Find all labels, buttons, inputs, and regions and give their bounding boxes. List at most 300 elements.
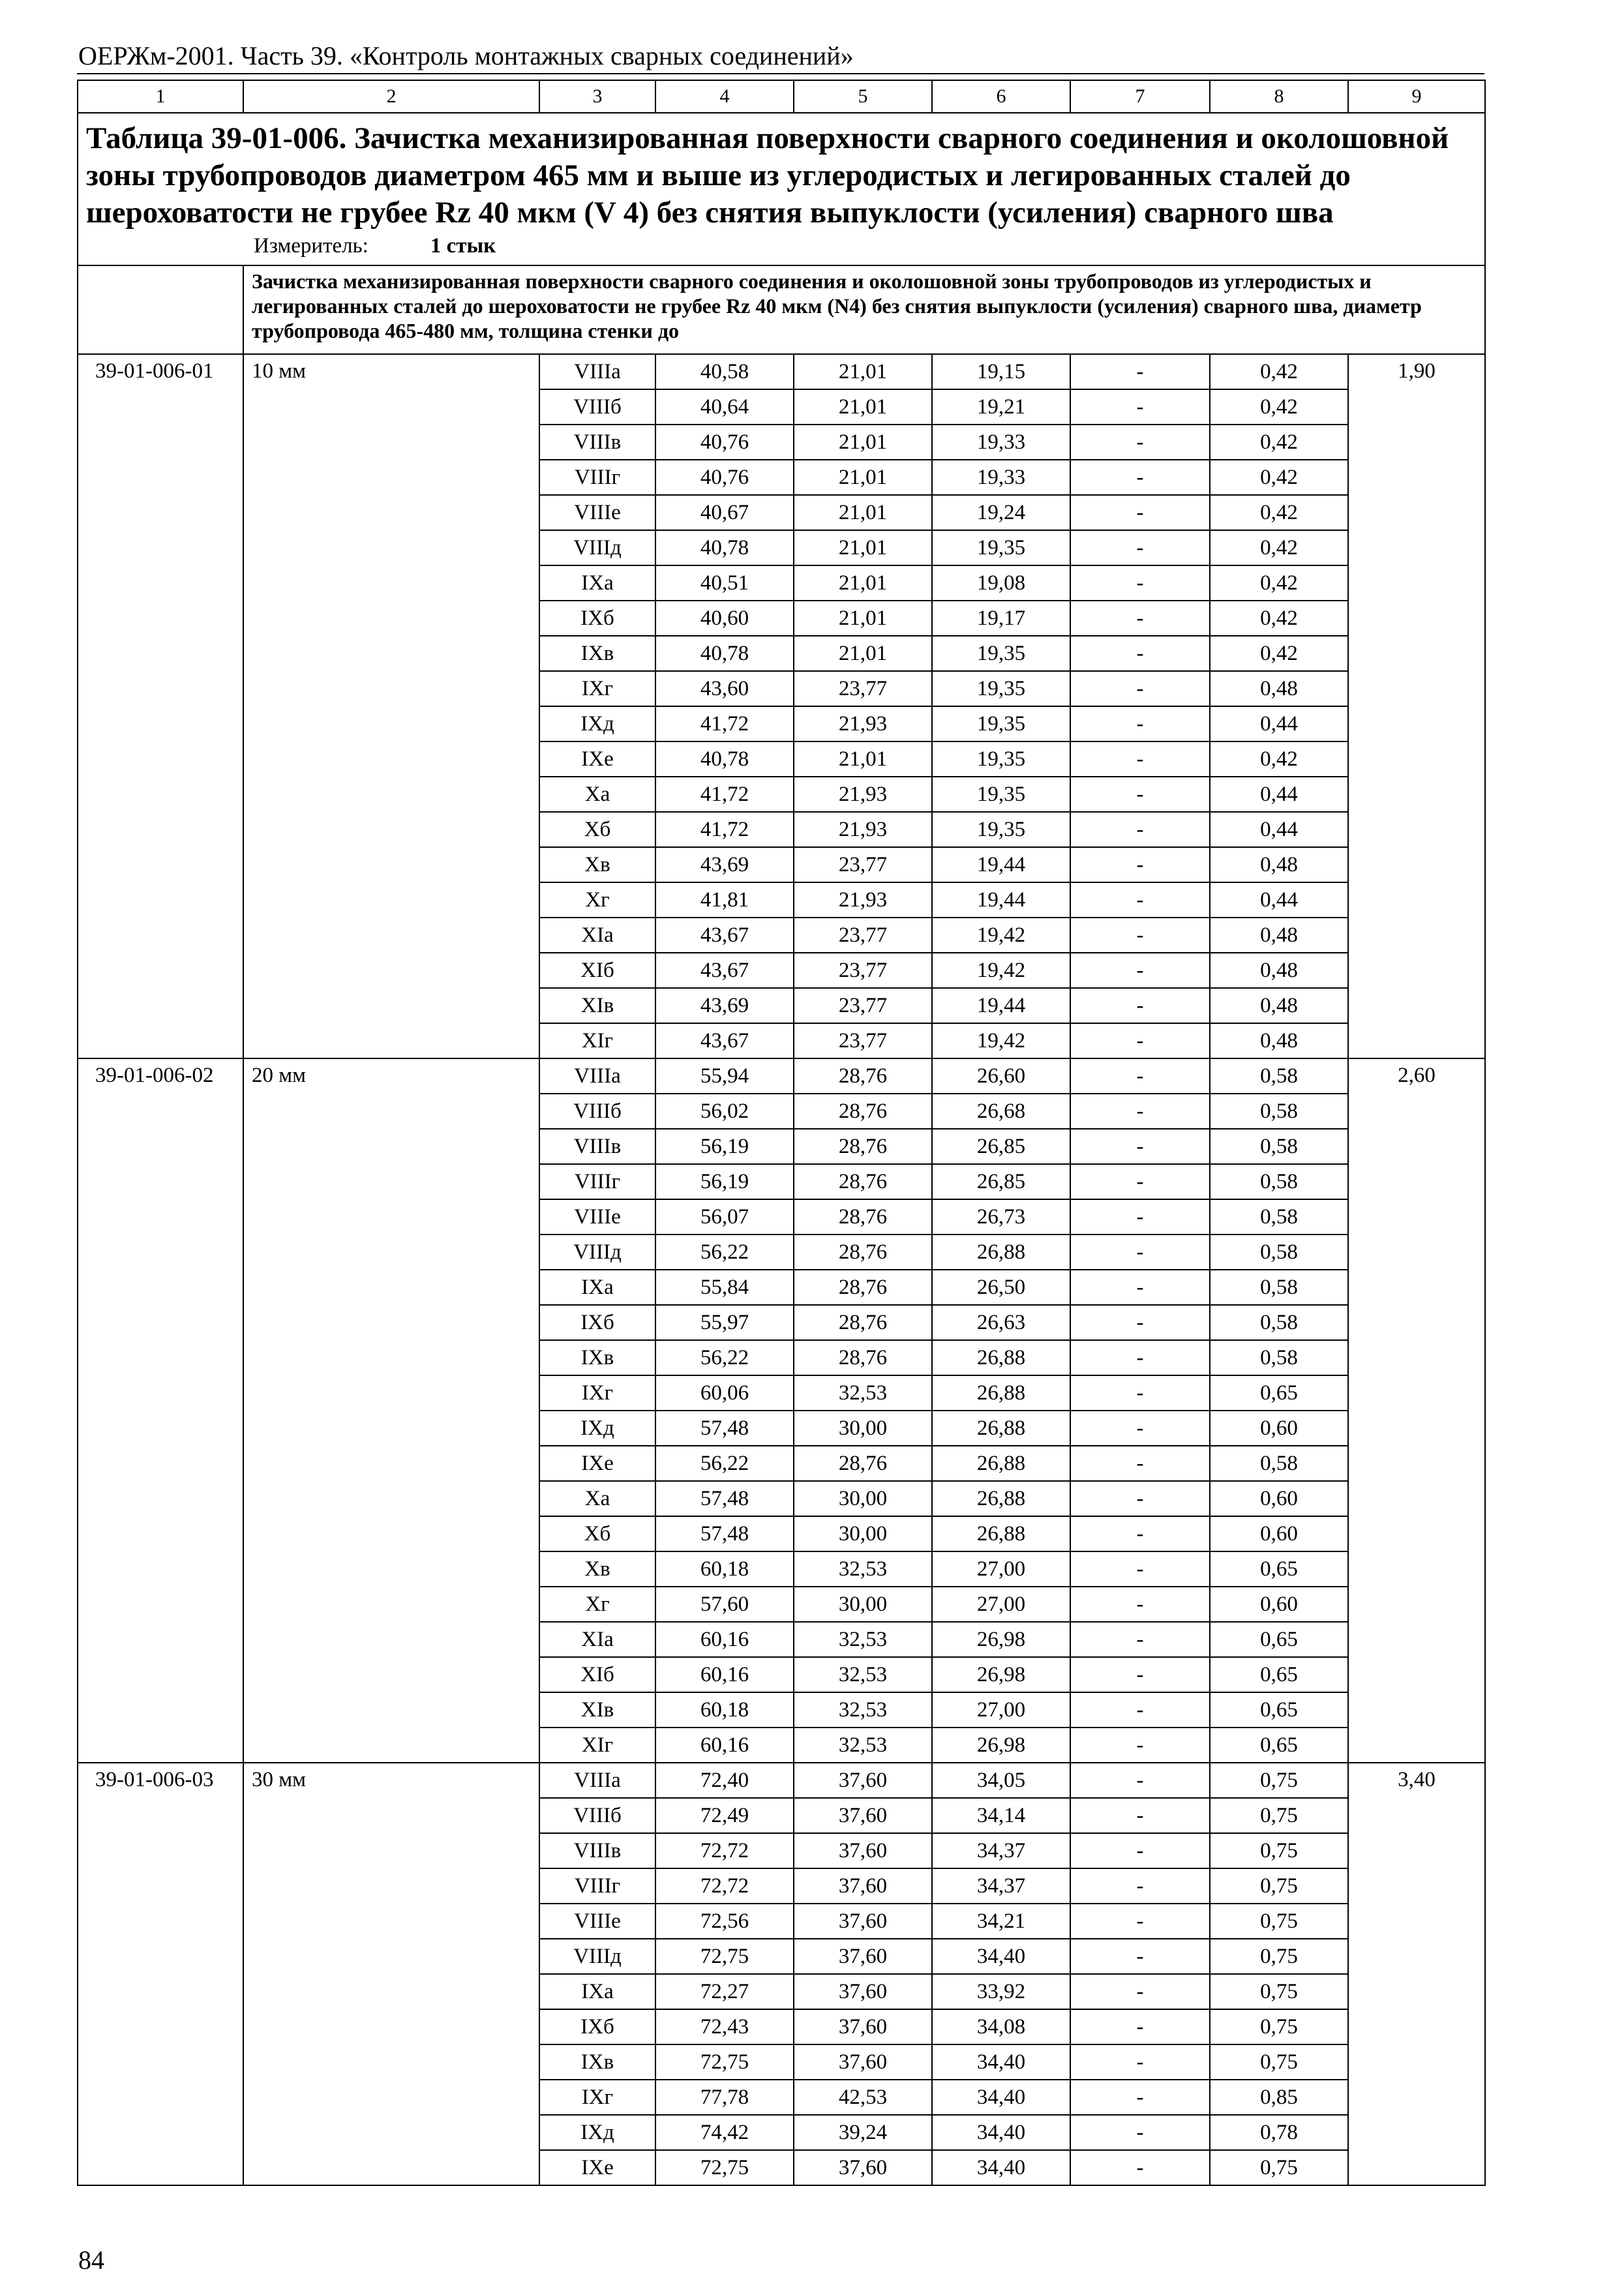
labor-hours-cell: 0,42 bbox=[1210, 354, 1348, 389]
labor-hours-cell: 0,60 bbox=[1210, 1411, 1348, 1446]
labor-hours-cell: 0,58 bbox=[1210, 1234, 1348, 1270]
total-cost-cell: 72,40 bbox=[655, 1763, 794, 1798]
material-cost-cell: - bbox=[1070, 1728, 1210, 1763]
page-number: 84 bbox=[78, 2245, 104, 2275]
total-cost-cell: 57,60 bbox=[655, 1587, 794, 1622]
column-number: 8 bbox=[1210, 80, 1348, 113]
total-cost-cell: 43,69 bbox=[655, 988, 794, 1023]
wages-cell: 21,93 bbox=[794, 882, 932, 918]
machine-cost-cell: 26,88 bbox=[932, 1340, 1070, 1375]
total-cost-cell: 55,94 bbox=[655, 1058, 794, 1094]
category-cell: IXа bbox=[539, 1270, 655, 1305]
wages-cell: 23,77 bbox=[794, 988, 932, 1023]
material-cost-cell: - bbox=[1070, 601, 1210, 636]
material-cost-cell: - bbox=[1070, 918, 1210, 953]
material-cost-cell: - bbox=[1070, 1164, 1210, 1199]
total-cost-cell: 40,58 bbox=[655, 354, 794, 389]
category-cell: IXе bbox=[539, 2150, 655, 2185]
total-cost-cell: 57,48 bbox=[655, 1516, 794, 1551]
category-cell: VIIIг bbox=[539, 1868, 655, 1904]
total-cost-cell: 43,67 bbox=[655, 1023, 794, 1058]
total-cost-cell: 40,51 bbox=[655, 565, 794, 601]
total-cost-cell: 72,49 bbox=[655, 1798, 794, 1833]
total-cost-cell: 43,67 bbox=[655, 953, 794, 988]
machine-cost-cell: 34,08 bbox=[932, 2009, 1070, 2044]
total-cost-cell: 72,75 bbox=[655, 2150, 794, 2185]
labor-hours-cell: 0,42 bbox=[1210, 530, 1348, 565]
labor-hours-cell: 0,65 bbox=[1210, 1622, 1348, 1657]
material-cost-cell: - bbox=[1070, 1199, 1210, 1234]
material-cost-cell: - bbox=[1070, 425, 1210, 460]
machine-cost-cell: 19,08 bbox=[932, 565, 1070, 601]
total-cost-cell: 56,02 bbox=[655, 1094, 794, 1129]
material-cost-cell: - bbox=[1070, 1622, 1210, 1657]
material-cost-cell: - bbox=[1070, 812, 1210, 847]
wages-cell: 37,60 bbox=[794, 1763, 932, 1798]
labor-hours-cell: 0,42 bbox=[1210, 425, 1348, 460]
machine-cost-cell: 34,14 bbox=[932, 1798, 1070, 1833]
material-cost-cell: - bbox=[1070, 1058, 1210, 1094]
machine-cost-cell: 26,98 bbox=[932, 1622, 1070, 1657]
wages-cell: 42,53 bbox=[794, 2080, 932, 2115]
wages-cell: 21,01 bbox=[794, 354, 932, 389]
labor-hours-cell: 0,60 bbox=[1210, 1481, 1348, 1516]
machine-cost-cell: 34,40 bbox=[932, 2080, 1070, 2115]
column-number-row bbox=[78, 80, 1485, 113]
category-cell: VIIIа bbox=[539, 1763, 655, 1798]
total-cost-cell: 40,76 bbox=[655, 425, 794, 460]
machine-cost-cell: 19,44 bbox=[932, 988, 1070, 1023]
wages-cell: 32,53 bbox=[794, 1375, 932, 1411]
total-cost-cell: 41,72 bbox=[655, 706, 794, 741]
machine-cost-cell: 26,88 bbox=[932, 1446, 1070, 1481]
material-cost-cell: - bbox=[1070, 1129, 1210, 1164]
total-cost-cell: 40,78 bbox=[655, 741, 794, 777]
total-cost-cell: 40,78 bbox=[655, 530, 794, 565]
machine-cost-cell: 26,63 bbox=[932, 1305, 1070, 1340]
category-cell: VIIIе bbox=[539, 495, 655, 530]
wages-cell: 21,93 bbox=[794, 777, 932, 812]
wages-cell: 28,76 bbox=[794, 1234, 932, 1270]
total-cost-cell: 41,72 bbox=[655, 777, 794, 812]
total-cost-cell: 60,18 bbox=[655, 1551, 794, 1587]
wages-cell: 21,01 bbox=[794, 601, 932, 636]
total-cost-cell: 40,64 bbox=[655, 389, 794, 425]
category-cell: XIв bbox=[539, 988, 655, 1023]
material-cost-cell: - bbox=[1070, 2080, 1210, 2115]
material-cost-cell: - bbox=[1070, 495, 1210, 530]
material-cost-cell: - bbox=[1070, 1798, 1210, 1833]
labor-hours-cell: 0,44 bbox=[1210, 812, 1348, 847]
total-cost-cell: 40,60 bbox=[655, 601, 794, 636]
machine-cost-cell: 34,21 bbox=[932, 1904, 1070, 1939]
total-cost-cell: 41,81 bbox=[655, 882, 794, 918]
category-cell: VIIIа bbox=[539, 354, 655, 389]
category-cell: Xб bbox=[539, 1516, 655, 1551]
category-cell: IXв bbox=[539, 1340, 655, 1375]
material-cost-cell: - bbox=[1070, 1833, 1210, 1868]
machine-cost-cell: 19,35 bbox=[932, 812, 1070, 847]
labor-hours-cell: 0,58 bbox=[1210, 1164, 1348, 1199]
total-cost-cell: 43,69 bbox=[655, 847, 794, 882]
material-cost-cell: - bbox=[1070, 1340, 1210, 1375]
machine-cost-cell: 33,92 bbox=[932, 1974, 1070, 2009]
category-cell: IXд bbox=[539, 1411, 655, 1446]
header-rule bbox=[77, 73, 1484, 74]
category-cell: VIIIб bbox=[539, 1094, 655, 1129]
material-cost-cell: - bbox=[1070, 1974, 1210, 2009]
wages-cell: 28,76 bbox=[794, 1094, 932, 1129]
table-row bbox=[78, 1763, 1485, 1798]
category-cell: XIг bbox=[539, 1728, 655, 1763]
total-cost-cell: 40,78 bbox=[655, 636, 794, 671]
wages-cell: 37,60 bbox=[794, 2044, 932, 2080]
wages-cell: 23,77 bbox=[794, 1023, 932, 1058]
wages-cell: 23,77 bbox=[794, 953, 932, 988]
material-cost-cell: - bbox=[1070, 565, 1210, 601]
total-cost-cell: 55,84 bbox=[655, 1270, 794, 1305]
total-cost-cell: 56,19 bbox=[655, 1164, 794, 1199]
category-cell: IXд bbox=[539, 2115, 655, 2150]
column-number: 7 bbox=[1070, 80, 1210, 113]
total-cost-cell: 41,72 bbox=[655, 812, 794, 847]
labor-hours-cell: 0,75 bbox=[1210, 2009, 1348, 2044]
title-row bbox=[78, 113, 1485, 265]
machine-cost-cell: 19,33 bbox=[932, 460, 1070, 495]
wages-cell: 28,76 bbox=[794, 1446, 932, 1481]
column-number: 2 bbox=[243, 80, 539, 113]
machine-cost-cell: 26,85 bbox=[932, 1129, 1070, 1164]
labor-hours-cell: 0,42 bbox=[1210, 741, 1348, 777]
wages-cell: 30,00 bbox=[794, 1411, 932, 1446]
material-cost-cell: - bbox=[1070, 1939, 1210, 1974]
category-cell: IXб bbox=[539, 1305, 655, 1340]
category-cell: VIIIв bbox=[539, 1129, 655, 1164]
column-number: 9 bbox=[1348, 80, 1485, 113]
labor-hours-cell: 0,42 bbox=[1210, 636, 1348, 671]
machine-cost-cell: 34,37 bbox=[932, 1833, 1070, 1868]
wages-cell: 28,76 bbox=[794, 1305, 932, 1340]
total-cost-cell: 57,48 bbox=[655, 1411, 794, 1446]
category-cell: Xа bbox=[539, 1481, 655, 1516]
category-cell: Xг bbox=[539, 1587, 655, 1622]
category-cell: VIIIа bbox=[539, 1058, 655, 1094]
category-cell: VIIIд bbox=[539, 530, 655, 565]
rate-code: 39-01-006-01 bbox=[78, 354, 243, 1058]
machinist-hours: 1,90 bbox=[1348, 354, 1485, 1058]
material-cost-cell: - bbox=[1070, 671, 1210, 706]
machine-cost-cell: 19,24 bbox=[932, 495, 1070, 530]
wages-cell: 21,01 bbox=[794, 530, 932, 565]
machine-cost-cell: 19,35 bbox=[932, 777, 1070, 812]
machine-cost-cell: 26,88 bbox=[932, 1411, 1070, 1446]
labor-hours-cell: 0,75 bbox=[1210, 1939, 1348, 1974]
machine-cost-cell: 27,00 bbox=[932, 1692, 1070, 1728]
machine-cost-cell: 19,35 bbox=[932, 636, 1070, 671]
material-cost-cell: - bbox=[1070, 2044, 1210, 2080]
material-cost-cell: - bbox=[1070, 2150, 1210, 2185]
title-cell bbox=[78, 113, 1485, 265]
wages-cell: 21,01 bbox=[794, 636, 932, 671]
labor-hours-cell: 0,75 bbox=[1210, 1763, 1348, 1798]
labor-hours-cell: 0,42 bbox=[1210, 495, 1348, 530]
category-cell: IXг bbox=[539, 1375, 655, 1411]
category-cell: VIIIб bbox=[539, 1798, 655, 1833]
wages-cell: 23,77 bbox=[794, 671, 932, 706]
material-cost-cell: - bbox=[1070, 1270, 1210, 1305]
material-cost-cell: - bbox=[1070, 953, 1210, 988]
total-cost-cell: 77,78 bbox=[655, 2080, 794, 2115]
wages-cell: 21,01 bbox=[794, 389, 932, 425]
labor-hours-cell: 0,42 bbox=[1210, 389, 1348, 425]
total-cost-cell: 40,67 bbox=[655, 495, 794, 530]
machine-cost-cell: 19,42 bbox=[932, 1023, 1070, 1058]
material-cost-cell: - bbox=[1070, 1305, 1210, 1340]
category-cell: VIIIе bbox=[539, 1199, 655, 1234]
category-cell: IXб bbox=[539, 2009, 655, 2044]
labor-hours-cell: 0,58 bbox=[1210, 1340, 1348, 1375]
material-cost-cell: - bbox=[1070, 1587, 1210, 1622]
total-cost-cell: 56,19 bbox=[655, 1129, 794, 1164]
material-cost-cell: - bbox=[1070, 706, 1210, 741]
material-cost-cell: - bbox=[1070, 1023, 1210, 1058]
labor-hours-cell: 0,48 bbox=[1210, 918, 1348, 953]
material-cost-cell: - bbox=[1070, 460, 1210, 495]
labor-hours-cell: 0,42 bbox=[1210, 601, 1348, 636]
material-cost-cell: - bbox=[1070, 1094, 1210, 1129]
measure-value: 1 стык bbox=[430, 234, 496, 258]
total-cost-cell: 57,48 bbox=[655, 1481, 794, 1516]
column-number: 6 bbox=[932, 80, 1070, 113]
measure-label: Измеритель: bbox=[254, 234, 368, 258]
category-cell: IXв bbox=[539, 636, 655, 671]
running-header: ОЕРЖм-2001. Часть 39. «Контроль монтажных сварных соединений» bbox=[78, 41, 854, 70]
category-cell: IXв bbox=[539, 2044, 655, 2080]
labor-hours-cell: 0,58 bbox=[1210, 1305, 1348, 1340]
material-cost-cell: - bbox=[1070, 1551, 1210, 1587]
labor-hours-cell: 0,65 bbox=[1210, 1657, 1348, 1692]
machine-cost-cell: 19,17 bbox=[932, 601, 1070, 636]
total-cost-cell: 72,56 bbox=[655, 1904, 794, 1939]
labor-hours-cell: 0,58 bbox=[1210, 1270, 1348, 1305]
wages-cell: 37,60 bbox=[794, 1904, 932, 1939]
wages-cell: 28,76 bbox=[794, 1129, 932, 1164]
wages-cell: 37,60 bbox=[794, 1868, 932, 1904]
material-cost-cell: - bbox=[1070, 847, 1210, 882]
machine-cost-cell: 26,88 bbox=[932, 1375, 1070, 1411]
material-cost-cell: - bbox=[1070, 777, 1210, 812]
machine-cost-cell: 26,98 bbox=[932, 1657, 1070, 1692]
wages-cell: 37,60 bbox=[794, 1974, 932, 2009]
wages-cell: 32,53 bbox=[794, 1551, 932, 1587]
material-cost-cell: - bbox=[1070, 2115, 1210, 2150]
labor-hours-cell: 0,44 bbox=[1210, 777, 1348, 812]
category-cell: VIIIв bbox=[539, 1833, 655, 1868]
category-cell: IXе bbox=[539, 1446, 655, 1481]
section-description: Зачистка механизированная поверхности сварного соединения и околошовной зоны трубопроводов из углеродистых и легированных сталей до шероховатости не грубее Rz 40 мкм (N4) без снятия выпуклости (усиления) сварного шва, диаметр трубопровода 465-480 мм, толщина стенки до bbox=[243, 265, 1485, 354]
section-desc-row bbox=[78, 265, 1485, 354]
category-cell: Xв bbox=[539, 1551, 655, 1587]
category-cell: VIIIе bbox=[539, 1904, 655, 1939]
labor-hours-cell: 0,58 bbox=[1210, 1446, 1348, 1481]
material-cost-cell: - bbox=[1070, 1763, 1210, 1798]
total-cost-cell: 60,06 bbox=[655, 1375, 794, 1411]
machine-cost-cell: 19,44 bbox=[932, 847, 1070, 882]
labor-hours-cell: 0,48 bbox=[1210, 1023, 1348, 1058]
wages-cell: 28,76 bbox=[794, 1058, 932, 1094]
material-cost-cell: - bbox=[1070, 1868, 1210, 1904]
material-cost-cell: - bbox=[1070, 1481, 1210, 1516]
total-cost-cell: 74,42 bbox=[655, 2115, 794, 2150]
category-cell: Xв bbox=[539, 847, 655, 882]
category-cell: IXг bbox=[539, 671, 655, 706]
labor-hours-cell: 0,65 bbox=[1210, 1375, 1348, 1411]
wages-cell: 28,76 bbox=[794, 1340, 932, 1375]
labor-hours-cell: 0,48 bbox=[1210, 847, 1348, 882]
labor-hours-cell: 0,75 bbox=[1210, 1904, 1348, 1939]
machine-cost-cell: 19,35 bbox=[932, 706, 1070, 741]
rates-table bbox=[77, 80, 1486, 2186]
machine-cost-cell: 26,98 bbox=[932, 1728, 1070, 1763]
machine-cost-cell: 19,15 bbox=[932, 354, 1070, 389]
total-cost-cell: 72,75 bbox=[655, 1939, 794, 1974]
labor-hours-cell: 0,85 bbox=[1210, 2080, 1348, 2115]
labor-hours-cell: 0,58 bbox=[1210, 1094, 1348, 1129]
total-cost-cell: 56,22 bbox=[655, 1340, 794, 1375]
material-cost-cell: - bbox=[1070, 1692, 1210, 1728]
category-cell: VIIIд bbox=[539, 1939, 655, 1974]
machine-cost-cell: 19,42 bbox=[932, 953, 1070, 988]
machine-cost-cell: 34,40 bbox=[932, 1939, 1070, 1974]
wages-cell: 23,77 bbox=[794, 918, 932, 953]
labor-hours-cell: 0,78 bbox=[1210, 2115, 1348, 2150]
labor-hours-cell: 0,75 bbox=[1210, 1798, 1348, 1833]
machine-cost-cell: 19,44 bbox=[932, 882, 1070, 918]
machine-cost-cell: 19,33 bbox=[932, 425, 1070, 460]
column-number: 1 bbox=[78, 80, 243, 113]
machine-cost-cell: 26,88 bbox=[932, 1516, 1070, 1551]
category-cell: XIа bbox=[539, 918, 655, 953]
material-cost-cell: - bbox=[1070, 1516, 1210, 1551]
category-cell: IXа bbox=[539, 565, 655, 601]
rate-code: 39-01-006-03 bbox=[78, 1763, 243, 2185]
machine-cost-cell: 19,35 bbox=[932, 671, 1070, 706]
machine-cost-cell: 34,40 bbox=[932, 2115, 1070, 2150]
labor-hours-cell: 0,75 bbox=[1210, 2044, 1348, 2080]
category-cell: Xб bbox=[539, 812, 655, 847]
labor-hours-cell: 0,65 bbox=[1210, 1551, 1348, 1587]
machine-cost-cell: 26,85 bbox=[932, 1164, 1070, 1199]
wages-cell: 37,60 bbox=[794, 1939, 932, 1974]
labor-hours-cell: 0,65 bbox=[1210, 1692, 1348, 1728]
category-cell: VIIIв bbox=[539, 425, 655, 460]
wall-thickness: 20 мм bbox=[243, 1058, 539, 1763]
wages-cell: 37,60 bbox=[794, 1833, 932, 1868]
total-cost-cell: 60,16 bbox=[655, 1728, 794, 1763]
labor-hours-cell: 0,58 bbox=[1210, 1058, 1348, 1094]
labor-hours-cell: 0,75 bbox=[1210, 2150, 1348, 2185]
machinist-hours: 3,40 bbox=[1348, 1763, 1485, 2185]
category-cell: IXг bbox=[539, 2080, 655, 2115]
total-cost-cell: 72,43 bbox=[655, 2009, 794, 2044]
category-cell: VIIIг bbox=[539, 460, 655, 495]
labor-hours-cell: 0,48 bbox=[1210, 953, 1348, 988]
column-number: 5 bbox=[794, 80, 932, 113]
material-cost-cell: - bbox=[1070, 1446, 1210, 1481]
wages-cell: 37,60 bbox=[794, 2150, 932, 2185]
labor-hours-cell: 0,48 bbox=[1210, 671, 1348, 706]
wages-cell: 21,01 bbox=[794, 565, 932, 601]
measure-row bbox=[86, 234, 1478, 258]
material-cost-cell: - bbox=[1070, 530, 1210, 565]
wall-thickness: 30 мм bbox=[243, 1763, 539, 2185]
total-cost-cell: 43,60 bbox=[655, 671, 794, 706]
wages-cell: 28,76 bbox=[794, 1270, 932, 1305]
machine-cost-cell: 27,00 bbox=[932, 1551, 1070, 1587]
total-cost-cell: 56,22 bbox=[655, 1234, 794, 1270]
total-cost-cell: 56,07 bbox=[655, 1199, 794, 1234]
category-cell: Xг bbox=[539, 882, 655, 918]
machine-cost-cell: 26,50 bbox=[932, 1270, 1070, 1305]
table-row bbox=[78, 354, 1485, 389]
category-cell: XIа bbox=[539, 1622, 655, 1657]
machine-cost-cell: 34,40 bbox=[932, 2044, 1070, 2080]
category-cell: XIб bbox=[539, 1657, 655, 1692]
labor-hours-cell: 0,44 bbox=[1210, 882, 1348, 918]
wages-cell: 21,01 bbox=[794, 425, 932, 460]
machine-cost-cell: 19,35 bbox=[932, 530, 1070, 565]
labor-hours-cell: 0,58 bbox=[1210, 1199, 1348, 1234]
category-cell: VIIIг bbox=[539, 1164, 655, 1199]
wages-cell: 37,60 bbox=[794, 1798, 932, 1833]
material-cost-cell: - bbox=[1070, 1375, 1210, 1411]
material-cost-cell: - bbox=[1070, 1411, 1210, 1446]
category-cell: IXб bbox=[539, 601, 655, 636]
column-number: 4 bbox=[655, 80, 794, 113]
material-cost-cell: - bbox=[1070, 988, 1210, 1023]
labor-hours-cell: 0,75 bbox=[1210, 1974, 1348, 2009]
wages-cell: 21,01 bbox=[794, 741, 932, 777]
empty-cell bbox=[78, 265, 243, 354]
total-cost-cell: 60,18 bbox=[655, 1692, 794, 1728]
machine-cost-cell: 19,42 bbox=[932, 918, 1070, 953]
category-cell: VIIIд bbox=[539, 1234, 655, 1270]
wages-cell: 32,53 bbox=[794, 1728, 932, 1763]
category-cell: IXд bbox=[539, 706, 655, 741]
category-cell: VIIIб bbox=[539, 389, 655, 425]
machinist-hours: 2,60 bbox=[1348, 1058, 1485, 1763]
wages-cell: 28,76 bbox=[794, 1199, 932, 1234]
wages-cell: 39,24 bbox=[794, 2115, 932, 2150]
material-cost-cell: - bbox=[1070, 1234, 1210, 1270]
material-cost-cell: - bbox=[1070, 1904, 1210, 1939]
labor-hours-cell: 0,75 bbox=[1210, 1868, 1348, 1904]
material-cost-cell: - bbox=[1070, 636, 1210, 671]
total-cost-cell: 56,22 bbox=[655, 1446, 794, 1481]
material-cost-cell: - bbox=[1070, 2009, 1210, 2044]
material-cost-cell: - bbox=[1070, 882, 1210, 918]
material-cost-cell: - bbox=[1070, 389, 1210, 425]
wages-cell: 30,00 bbox=[794, 1481, 932, 1516]
wages-cell: 30,00 bbox=[794, 1516, 932, 1551]
total-cost-cell: 43,67 bbox=[655, 918, 794, 953]
wages-cell: 32,53 bbox=[794, 1622, 932, 1657]
material-cost-cell: - bbox=[1070, 1657, 1210, 1692]
labor-hours-cell: 0,42 bbox=[1210, 565, 1348, 601]
total-cost-cell: 60,16 bbox=[655, 1622, 794, 1657]
machine-cost-cell: 26,88 bbox=[932, 1234, 1070, 1270]
wages-cell: 30,00 bbox=[794, 1587, 932, 1622]
